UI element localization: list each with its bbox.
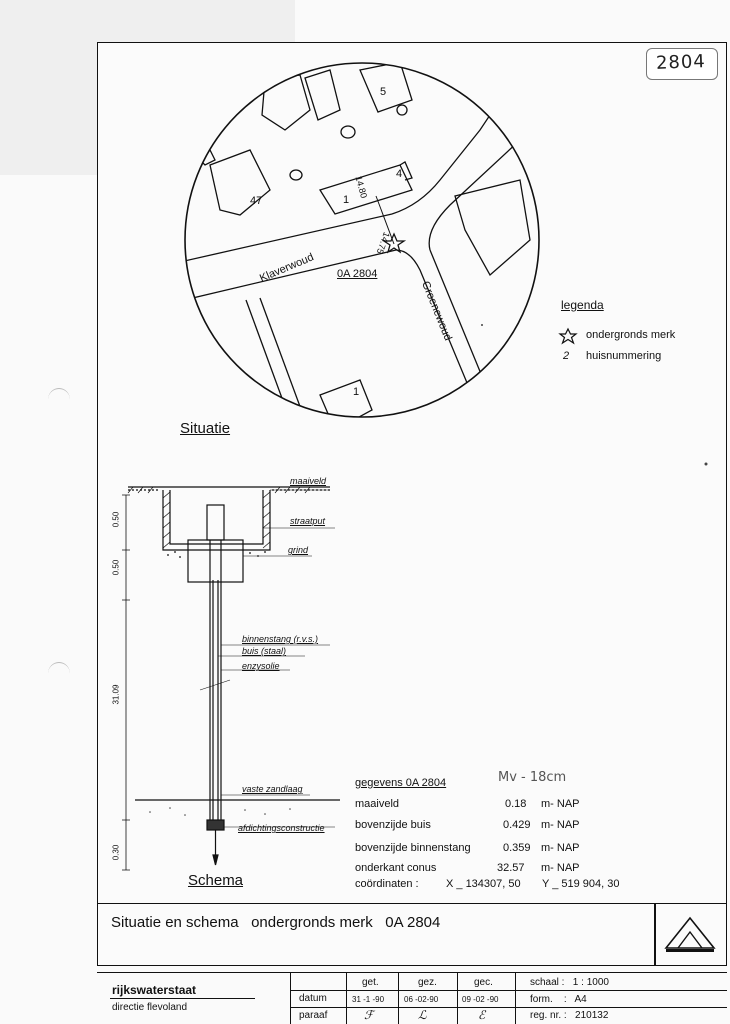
legend-label-huisnummering: huisnummering <box>586 350 662 362</box>
label-binnenstang: binnenstang (r.v.s.) <box>242 634 319 644</box>
label-grind: grind <box>288 545 309 555</box>
col-date-get: 31 -1 -90 <box>352 995 385 1004</box>
col-head-gec: gec. <box>474 977 493 988</box>
street-groenewoud: Groenewoud <box>419 279 454 343</box>
dim-0-30: 0.30 <box>111 844 121 861</box>
col-date-gez: 06 -02-90 <box>404 995 439 1004</box>
col-head-get: get. <box>362 977 379 988</box>
house-number-1-bottom: 1 <box>353 386 360 398</box>
gegevens-row-label: bovenzijde buis <box>355 819 431 831</box>
sheet-number: 2804 <box>655 51 707 74</box>
gegevens-row-unit: m- NAP <box>541 798 580 810</box>
street-klaverwoud: Klaverwoud <box>257 251 316 285</box>
label-maaiveld: maaiveld <box>290 476 327 486</box>
y-coordinate: Y _ 519 904, 30 <box>542 878 620 890</box>
col-sign-gec: ℰ <box>478 1008 486 1022</box>
schaal: schaal : 1 : 1000 <box>530 977 609 988</box>
house-number-1-top: 1 <box>343 194 350 206</box>
gegevens-row-label: bovenzijde binnenstang <box>355 842 471 854</box>
house-number-47: 47 <box>250 195 263 207</box>
situatie-heading: Situatie <box>180 420 231 437</box>
title-divider <box>654 904 656 965</box>
footer-divider <box>457 972 458 1024</box>
col-sign-get: ℱ <box>364 1008 374 1022</box>
datum-label: datum <box>299 993 327 1004</box>
gegevens-row-label: onderkant conus <box>355 862 437 874</box>
org-name: rijkswaterstaat <box>112 983 197 997</box>
label-buis: buis (staal) <box>242 646 287 656</box>
dim-0-50-bottom: 0.50 <box>111 559 121 576</box>
marker-distance: 14.75 <box>374 230 392 256</box>
dim-31-09: 31.09 <box>111 684 121 705</box>
footer-divider <box>346 972 347 1024</box>
gegevens-note: Mv - 18cm <box>498 770 567 785</box>
gegevens-row-value: 0.359 <box>503 842 531 854</box>
col-sign-gez: ℒ <box>418 1008 427 1022</box>
format: form. : A4 <box>530 994 587 1005</box>
drawing-title: Situatie en schema ondergronds merk 0A 2804 <box>111 914 441 931</box>
footer-divider <box>290 990 727 991</box>
org-dept: directie flevoland <box>112 1002 188 1013</box>
rws-logo-icon <box>660 910 718 960</box>
label-enzysolie: enzysolie <box>242 661 280 671</box>
footer-divider <box>290 1007 727 1008</box>
footer-divider <box>398 972 399 1024</box>
x-coordinate: X _ 134307, 50 <box>446 878 521 890</box>
gegevens-title: gegevens 0A 2804 <box>355 777 447 789</box>
gegevens-row-label: maaiveld <box>355 798 400 810</box>
gegevens-row-value: 0.18 <box>505 798 527 810</box>
label-vaste-zandlaag: vaste zandlaag <box>242 784 303 794</box>
house-number-4: 4 <box>396 168 403 180</box>
schema-heading: Schema <box>188 872 244 889</box>
marker-label: 0A 2804 <box>337 268 378 280</box>
legend-label-ondergronds: ondergronds merk <box>586 329 676 341</box>
label-straatput: straatput <box>290 516 326 526</box>
gegevens-row-unit: m- NAP <box>541 862 580 874</box>
reg-nr: reg. nr. : 210132 <box>530 1010 609 1021</box>
gegevens-row-unit: m- NAP <box>541 842 580 854</box>
footer-divider <box>290 972 291 1024</box>
gegevens-row-unit: m- NAP <box>541 819 580 831</box>
col-date-gec: 09 -02 -90 <box>462 995 499 1004</box>
footer-divider <box>110 998 255 999</box>
gegevens-row-value: 0.429 <box>503 819 531 831</box>
col-head-gez: gez. <box>418 977 437 988</box>
legend-title: legenda <box>561 298 604 312</box>
legend-symbol-huisnummer: 2 <box>563 350 570 362</box>
coords-label: coördinaten : <box>355 878 419 890</box>
label-afdichting: afdichtingsconstructie <box>238 823 325 833</box>
dim-0-50-top: 0.50 <box>111 511 121 528</box>
footer-divider <box>515 972 516 1024</box>
paraaf-label: paraaf <box>299 1010 328 1021</box>
house-number-5: 5 <box>380 86 387 98</box>
gegevens-row-value: 32.57 <box>497 862 525 874</box>
building-dimension: 14.80 <box>353 174 370 200</box>
